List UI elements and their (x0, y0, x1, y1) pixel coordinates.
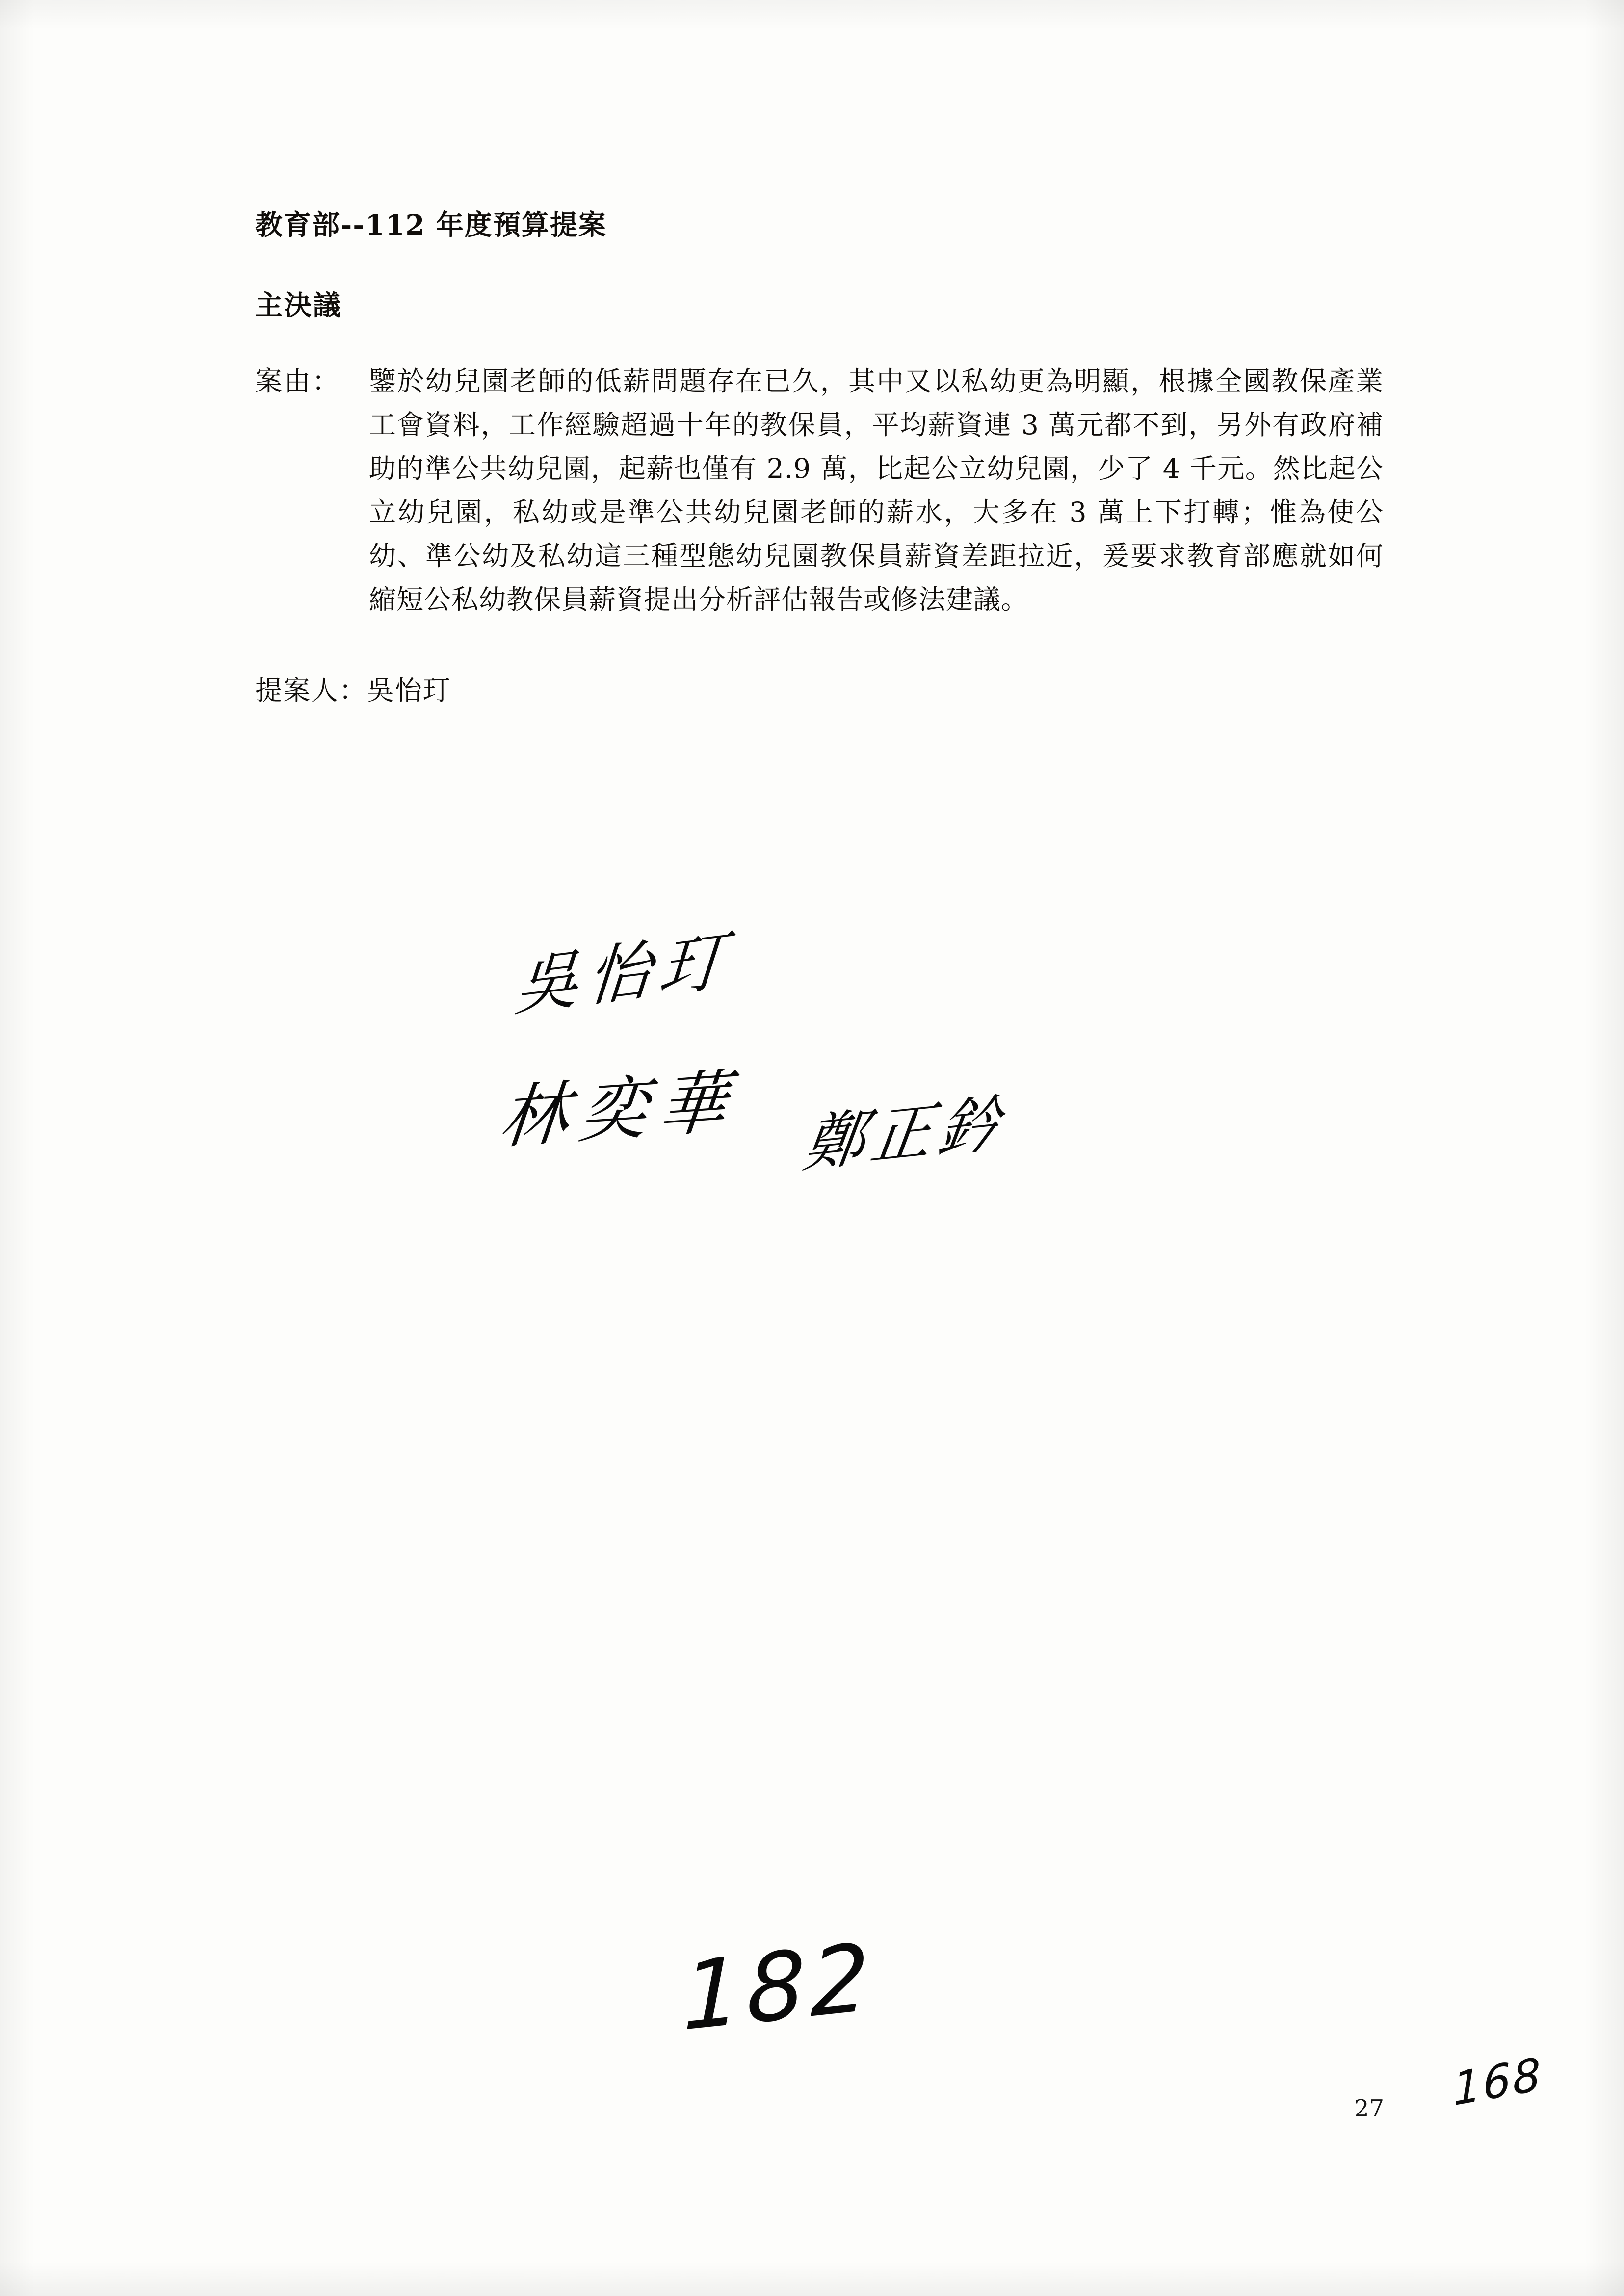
scan-edge-left (0, 0, 34, 2296)
case-block (255, 360, 1384, 622)
document-body (255, 206, 1384, 707)
scan-edge-top (0, 0, 1624, 29)
case-label: 案由： (255, 365, 341, 397)
case-body-text: 鑒於幼兒園老師的低薪問題存在已久，其中又以私幼更為明顯，根據全國教保產業工會資料，工作經驗超過十年的教保員，平均薪資連 3 萬元都不到，另外有政府補助的準公共幼兒園，起薪也僅有 2.9 萬，比起公立幼兒園，少了 4 千元。然比起公立幼兒園，私幼或是準公共幼兒園老師的薪水，大多在 3 萬上下打轉；惟為使公幼、準公幼及私幼這三種型態幼兒園教保員薪資差距拉近，爰要求教育部應就如何縮短公私幼教保員薪資提出分析評估報告或修法建議。 (369, 365, 1384, 616)
signature-2: 林奕華 (496, 1061, 742, 1159)
scan-edge-bottom (0, 2262, 1624, 2296)
handwritten-stamp-number: 182 (682, 1922, 874, 2052)
signature-3: 鄭正鈐 (799, 1087, 1010, 1181)
signature-area (481, 922, 1266, 1266)
proposer-line: 提案人：吳怡玎 (255, 675, 451, 706)
page-number: 27 (1354, 2095, 1385, 2122)
handwritten-page-number: 168 (1452, 2047, 1544, 2116)
document-title: 教育部--112 年度預算提案 (255, 209, 607, 241)
section-heading: 主決議 (255, 289, 342, 322)
scan-edge-right (1585, 0, 1624, 2296)
signature-1: 吳怡玎 (512, 922, 735, 1025)
